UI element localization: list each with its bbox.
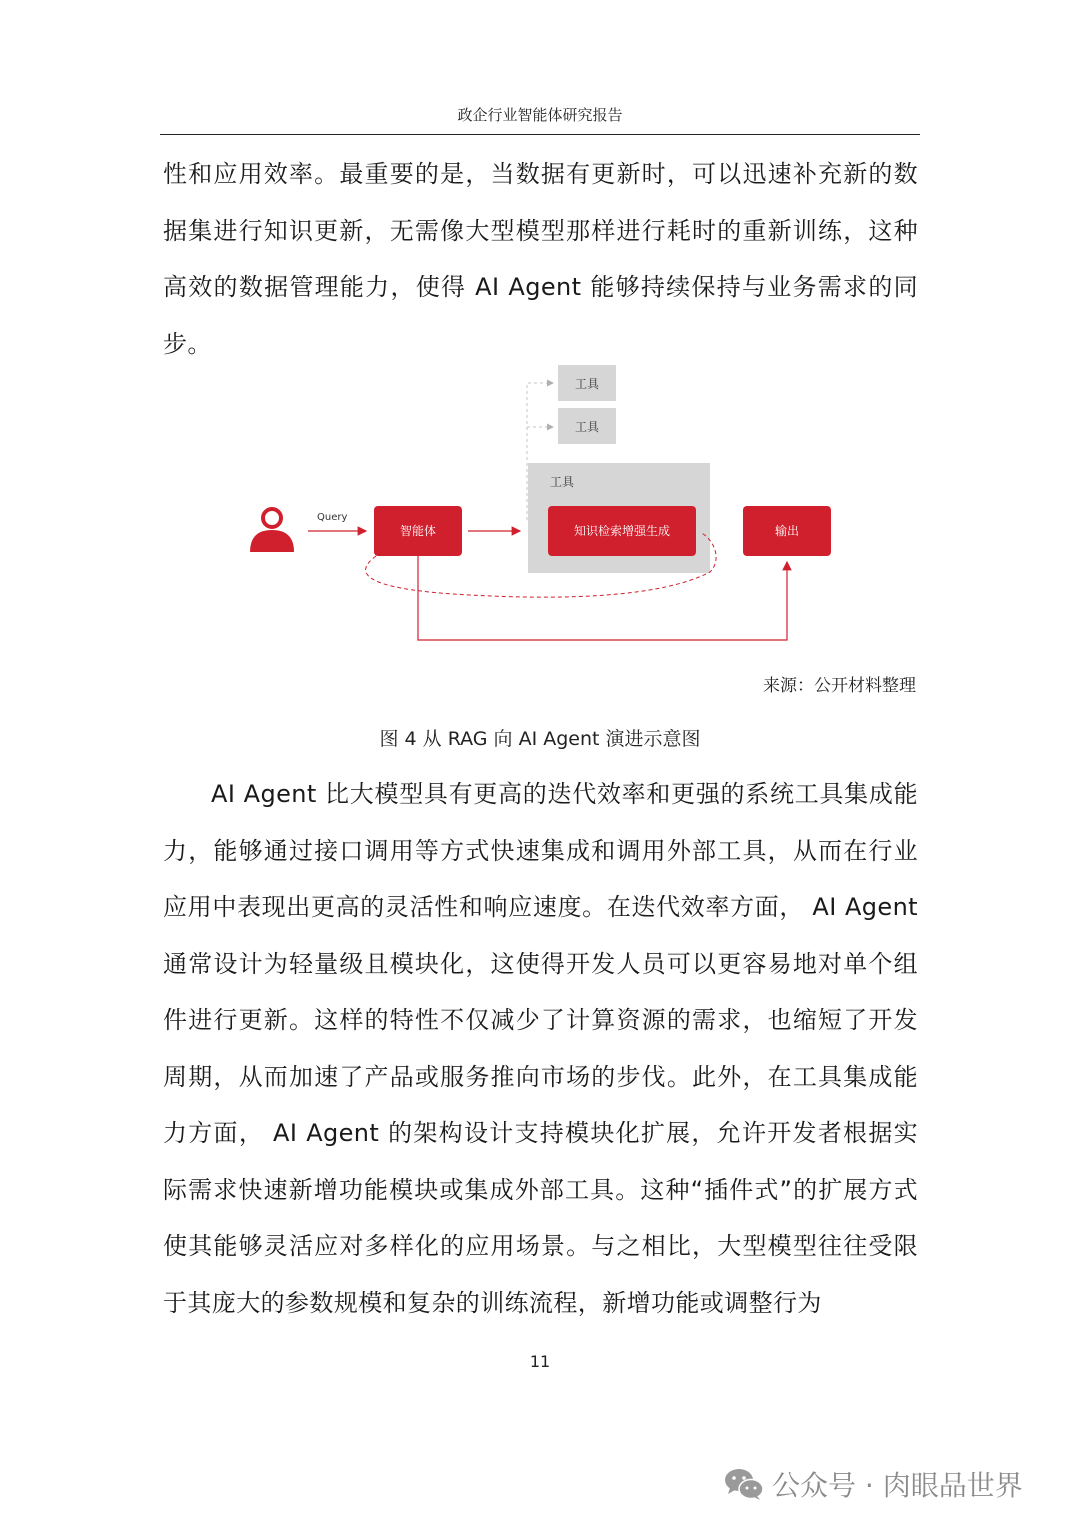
user-icon bbox=[250, 509, 294, 552]
tool-label-1: 工具 bbox=[574, 377, 600, 391]
page-number: 11 bbox=[529, 1352, 551, 1371]
tool-label-2: 工具 bbox=[574, 420, 600, 434]
figure-source: 来源：公开材料整理 bbox=[763, 676, 916, 696]
agent-label: 智能体 bbox=[399, 524, 437, 538]
output-label: 输出 bbox=[774, 524, 800, 538]
paragraph-2: AI Agent 比大模型具有更高的迭代效率和更强的系统工具集成能力，能够通过接口调用等方式快速集成和调用外部工具，从而在行业应用中表现出更高的灵活性和响应速度。在迭代效率方面， AI Agent 通常设计为轻量级且模块化，这使得开发人员可以更容易地对单个组件进行更新。这样的特性不仅减少了计算资源的需求，也缩短了开发周期，从而加速了产品或服务推向市场的步伐。此外，在工具集成能力方面， AI Agent 的架构设计支持模块化扩展，允许开发者根据实际需求快速新增功能模块或集成外部工具。这种“插件式”的扩展方式使其能够灵活应对多样化的应用场景。与之相比，大型模型往往受限于其庞大的参数规模和复杂的训练流程，新增功能或调整行为 bbox=[163, 780, 918, 1317]
paragraph-1: 性和应用效率。最重要的是，当数据有更新时，可以迅速补充新的数据集进行知识更新，无需像大型模型那样进行耗时的重新训练，这种高效的数据管理能力，使得 AI Agent 能够持续保持与业务需求的同步。 bbox=[163, 160, 918, 358]
query-label: Query bbox=[317, 512, 348, 523]
header-title: 政企行业智能体研究报告 bbox=[457, 106, 623, 124]
watermark-text: 公众号 · 肉眼品世界 bbox=[772, 1469, 1023, 1502]
figure-caption: 图 4 从 RAG 向 AI Agent 演进示意图 bbox=[379, 728, 701, 750]
rag-label: 知识检索增强生成 bbox=[573, 524, 671, 538]
wechat-icon bbox=[724, 1467, 764, 1501]
rag-to-agent-diagram bbox=[0, 0, 1080, 700]
tool-container-label: 工具 bbox=[550, 475, 575, 489]
watermark bbox=[724, 1464, 1023, 1504]
